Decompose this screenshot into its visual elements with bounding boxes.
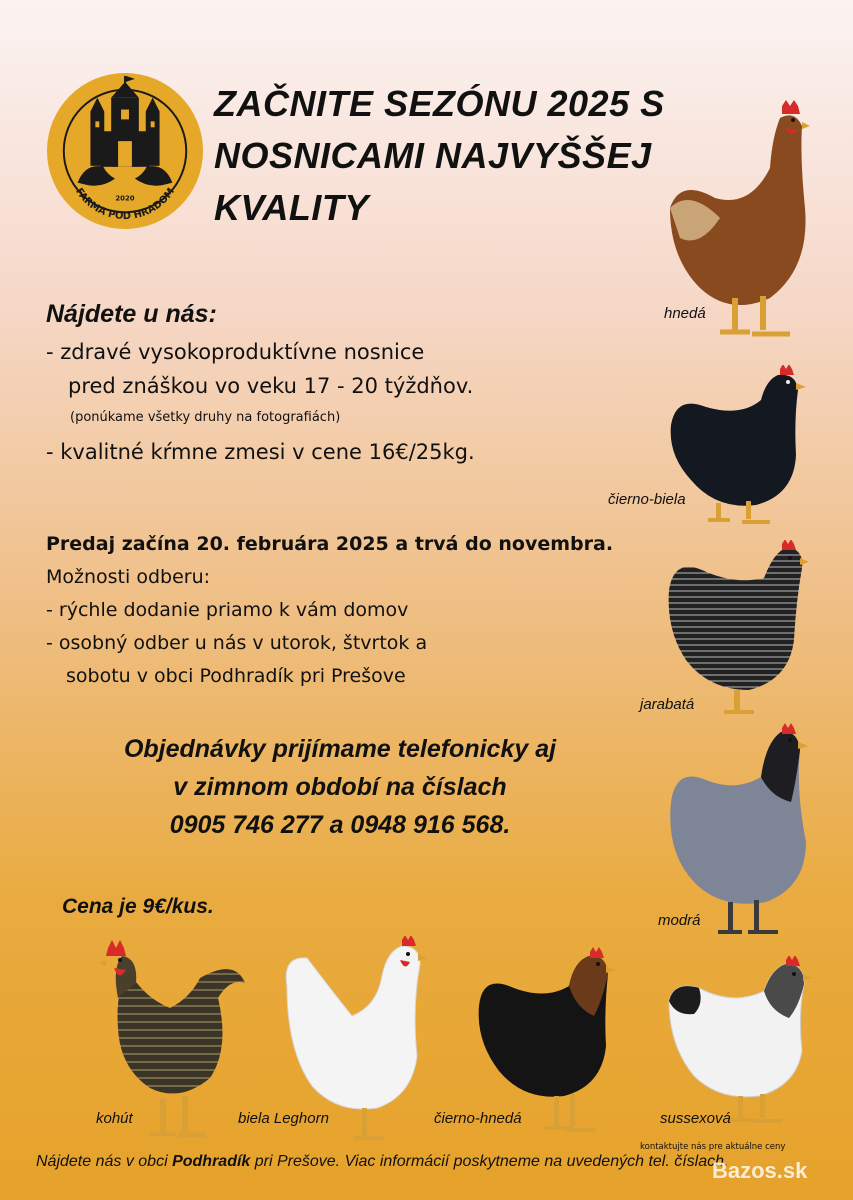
footer-text-2: pri Prešove. Viac informácií poskytneme na uvedených tel. číslach.	[250, 1153, 729, 1170]
offer-item-2: - kvalitné kŕmne zmesi v cene 16€/25kg.	[46, 440, 475, 464]
breed-label-biela-leghorn: biela Leghorn	[238, 1110, 329, 1127]
breed-label-cierno-biela: čierno-biela	[608, 491, 686, 508]
footnote: kontaktujte nás pre aktuálne ceny	[640, 1142, 786, 1152]
breed-label-cierno-hneda: čierno-hnedá	[434, 1110, 522, 1127]
logo-year: 2020	[115, 194, 135, 203]
watermark: Bazos.sk	[712, 1158, 808, 1183]
order-line-1: Objednávky prijímame telefonicky aj	[123, 735, 557, 763]
price: Cena je 9€/kus.	[62, 895, 214, 918]
headline-line-3: KVALITY	[214, 187, 369, 228]
breed-label-jarabata: jarabatá	[640, 696, 695, 713]
footer	[36, 1153, 728, 1171]
breed-label-sussexova: sussexová	[660, 1110, 731, 1127]
hen-sussex-image	[664, 956, 812, 1128]
order-line-2: v zimnom období na číslach	[173, 773, 507, 801]
hen-speckled-image	[664, 540, 809, 720]
headline	[214, 78, 665, 234]
breed-label-modra: modrá	[658, 912, 701, 929]
offer-item-1: - zdravé vysokoproduktívne nosnice	[46, 340, 425, 364]
breed-label-kohut: kohút	[96, 1110, 133, 1127]
headline-line-1: ZAČNITE SEZÓNU 2025 S	[214, 83, 665, 124]
sale-option-1: - rýchle dodanie priamo k vám domov	[46, 599, 409, 621]
sale-options-title: Možnosti odberu:	[46, 566, 211, 588]
breed-label-hneda: hnedá	[664, 305, 706, 322]
order-info	[60, 730, 620, 844]
hen-blue-image	[666, 722, 811, 937]
order-phones: 0905 746 277 a 0948 916 568.	[169, 811, 511, 839]
hen-black-white-image	[666, 365, 811, 525]
sale-headline: Predaj začína 20. februára 2025 a trvá do novembra.	[46, 533, 614, 555]
footer-village: Podhradík	[172, 1153, 251, 1170]
offer-note: (ponúkame všetky druhy na fotografiách)	[70, 410, 341, 425]
offer-title: Nájdete u nás:	[46, 300, 217, 328]
farm-logo	[46, 72, 204, 230]
sale-option-2: - osobný odber u nás v utorok, štvrtok a	[46, 632, 428, 654]
sale-option-2-cont: sobotu v obci Podhradík pri Prešove	[66, 665, 406, 687]
offer-item-1-cont: pred znáškou vo veku 17 - 20 týždňov.	[68, 374, 474, 398]
footer-text-1: Nájdete nás v obci	[36, 1153, 173, 1170]
headline-line-2: NOSNICAMI NAJVYŠŠEJ	[214, 135, 652, 176]
logo-name: FARMA POD HRADOM	[73, 186, 177, 223]
